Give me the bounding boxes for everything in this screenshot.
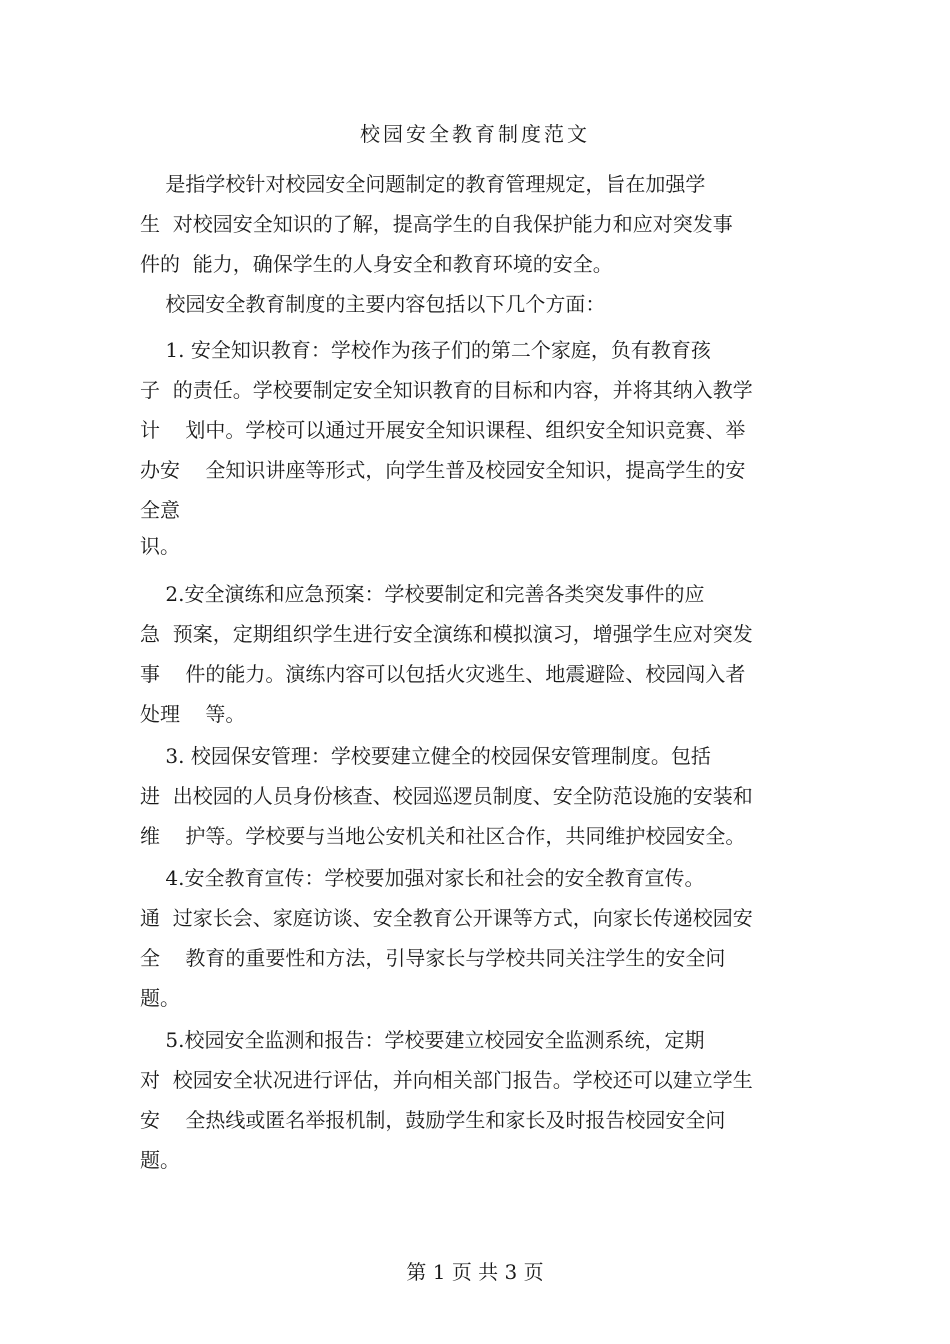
paragraph-line: 全意 (140, 498, 180, 522)
paragraph-line: 事 件的能力。演练内容可以包括火灾逃生、地震避险、校园闯入者 (140, 662, 746, 686)
paragraph-line: 件的 能力，确保学生的人身安全和教育环境的安全。 (140, 252, 613, 276)
paragraph-line: 识。 (140, 534, 180, 558)
paragraph-line: 2.安全演练和应急预案：学校要制定和完善各类突发事件的应 (140, 582, 705, 606)
paragraph-line: 5.校园安全监测和报告：学校要建立校园安全监测系统，定期 (140, 1028, 705, 1052)
paragraph-line: 4.安全教育宣传：学校要加强对家长和社会的安全教育宣传。 (140, 866, 705, 890)
paragraph-line: 进 出校园的人员身份核查、校园巡逻员制度、安全防范设施的安装和 (140, 784, 753, 808)
page-number-footer: 第 1 页 共 3 页 (406, 1260, 544, 1284)
document-title: 校园安全教育制度范文 (360, 122, 590, 146)
paragraph-line: 生 对校园安全知识的了解，提高学生的自我保护能力和应对突发事 (140, 212, 733, 236)
paragraph-line: 办安 全知识讲座等形式，向学生普及校园安全知识，提高学生的安 (140, 458, 746, 482)
paragraph-line: 处理 等。 (140, 702, 246, 726)
paragraph-line: 3. 校园保安管理：学校要建立健全的校园保安管理制度。包括 (140, 744, 711, 768)
paragraph-line: 题。 (140, 1148, 180, 1172)
paragraph-line: 维 护等。学校要与当地公安机关和社区合作，共同维护校园安全。 (140, 824, 746, 848)
paragraph-line: 对 校园安全状况进行评估，并向相关部门报告。学校还可以建立学生 (140, 1068, 753, 1092)
paragraph-line: 通 过家长会、家庭访谈、安全教育公开课等方式，向家长传递校园安 (140, 906, 753, 930)
paragraph-line: 是指学校针对校园安全问题制定的教育管理规定，旨在加强学 (140, 172, 706, 196)
paragraph-line: 子 的责任。学校要制定安全知识教育的目标和内容，并将其纳入教学 (140, 378, 753, 402)
paragraph-line: 题。 (140, 986, 180, 1010)
paragraph-line: 1. 安全知识教育：学校作为孩子们的第二个家庭，负有教育孩 (140, 338, 711, 362)
paragraph-line: 急 预案，定期组织学生进行安全演练和模拟演习，增强学生应对突发 (140, 622, 753, 646)
paragraph-line: 安 全热线或匿名举报机制，鼓励学生和家长及时报告校园安全问 (140, 1108, 726, 1132)
paragraph-line: 全 教育的重要性和方法，引导家长与学校共同关注学生的安全问 (140, 946, 726, 970)
paragraph-line: 计 划中。学校可以通过开展安全知识课程、组织安全知识竞赛、举 (140, 418, 746, 442)
paragraph-line: 校园安全教育制度的主要内容包括以下几个方面： (140, 292, 606, 316)
